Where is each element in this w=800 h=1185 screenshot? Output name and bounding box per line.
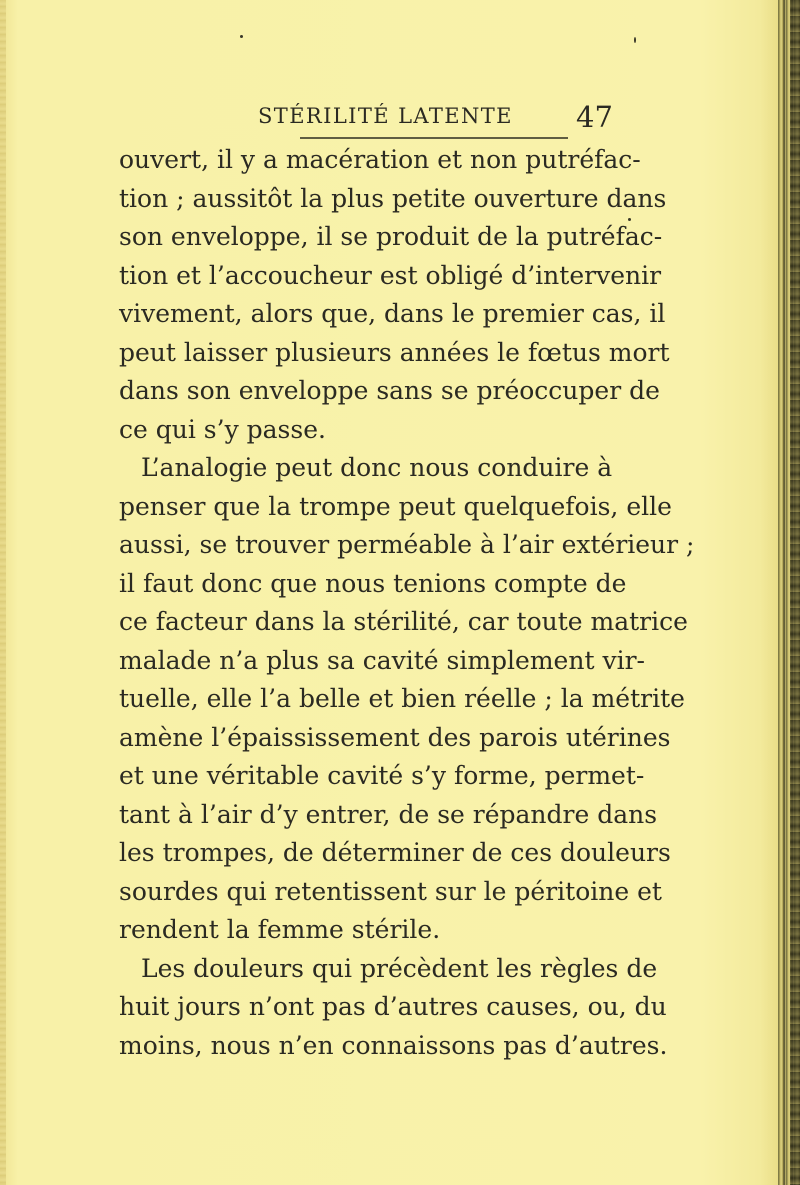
page-left-edge (0, 0, 6, 1185)
text-line: les trompes, de déterminer de ces douleurs (119, 838, 671, 867)
ink-speck (634, 37, 636, 43)
text-line: tuelle, elle l’a belle et bien réelle ; la métrite (119, 684, 685, 713)
header-rule (300, 137, 568, 139)
paragraph-start-line: L’analogie peut donc nous conduire à (141, 453, 613, 482)
text-line: sourdes qui retentissent sur le péritoine et (119, 876, 662, 906)
running-head: STÉRILITÉ LATENTE (258, 104, 513, 128)
text-line: peut laisser plusieurs années le fœtus mort (119, 337, 670, 367)
text-line: malade n’a plus sa cavité simplement vir- (119, 645, 645, 675)
text-line: et une véritable cavité s’y forme, permet- (119, 761, 645, 790)
text-line: penser que la trompe peut quelquefois, elle (119, 491, 672, 521)
text-line: tant à l’air d’y entrer, de se répandre dans (119, 799, 658, 829)
text-line: vivement, alors que, dans le premier cas, il (119, 299, 666, 328)
text-line: dans son enveloppe sans se préoccuper de (119, 376, 660, 405)
text-line: tion et l’accoucheur est obligé d’intervenir (119, 260, 662, 290)
ink-speck (240, 35, 243, 38)
book-binding-edge (790, 0, 800, 1185)
text-line: il faut donc que nous tenions compte de (119, 568, 627, 598)
text-line: tion ; aussitôt la plus petite ouverture dans (119, 183, 667, 213)
text-line: ce facteur dans la stérilité, car toute matrice (119, 607, 688, 636)
text-line: ouvert, il y a macération et non putréfac- (119, 145, 641, 174)
body-text (119, 141, 695, 1065)
paragraph-start-line: Les douleurs qui précèdent les règles de (141, 953, 658, 983)
page-number: 47 (576, 100, 613, 134)
text-line: rendent la femme stérile. (119, 915, 441, 944)
text-line: ce qui s’y passe. (119, 414, 326, 444)
text-line: huit jours n’ont pas d’autres causes, ou, du (119, 992, 667, 1021)
text-line: moins, nous n’en connaissons pas d’autres. (119, 1030, 668, 1060)
page-header (0, 100, 760, 140)
text-line: amène l’épaississement des parois utérines (119, 722, 671, 752)
text-line: son enveloppe, il se produit de la putréfac- (119, 222, 663, 251)
text-line: aussi, se trouver perméable à l’air extérieur ; (119, 530, 695, 559)
